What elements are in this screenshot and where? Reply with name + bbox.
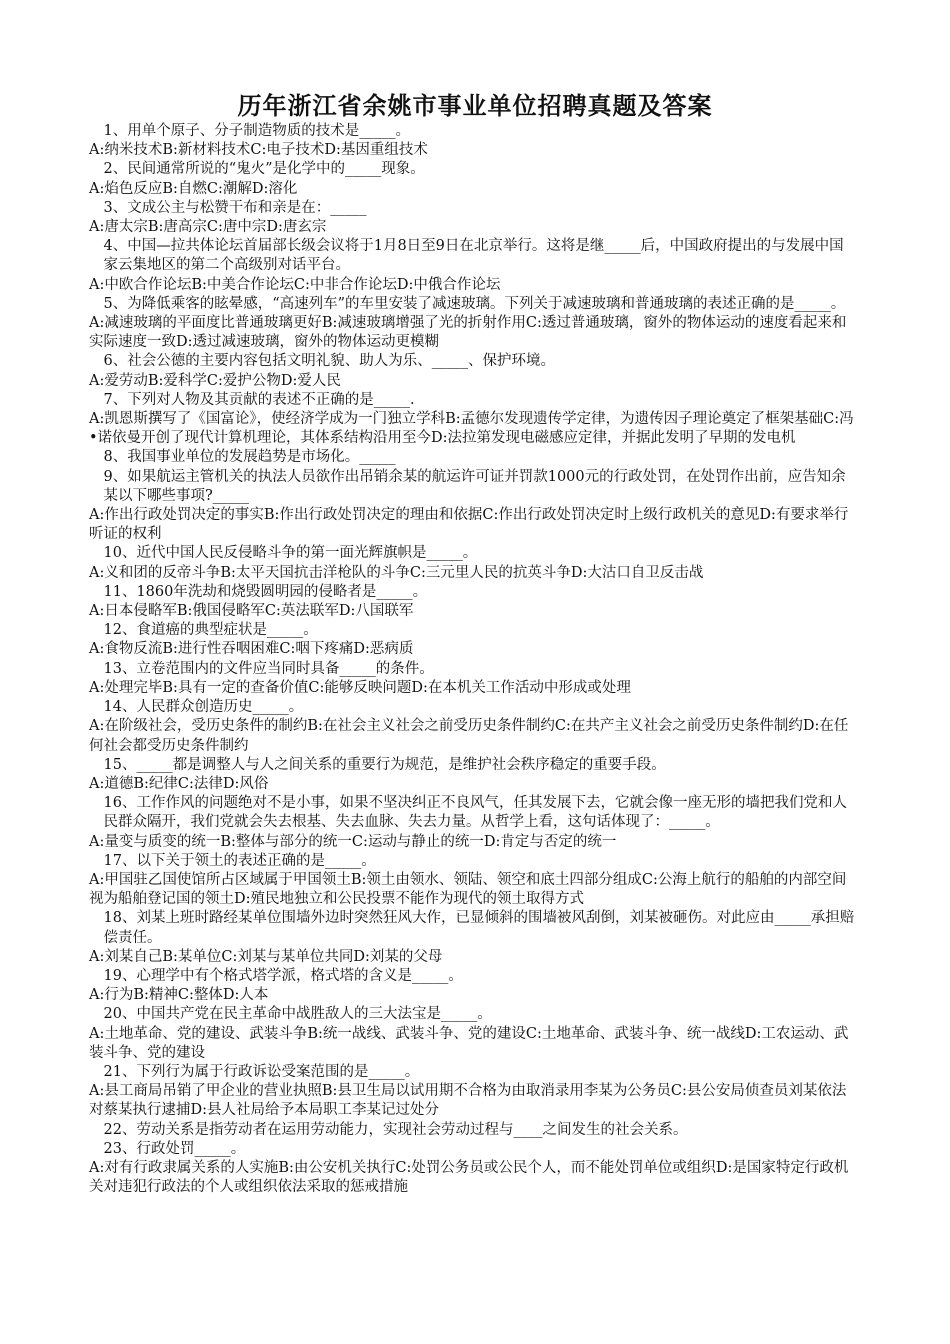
question-text: 16、工作作风的问题绝对不是小事，如果不坚决纠正不良风气，任其发展下去，它就会像一座无形的墙把我们党和人民群众隔开，我们党就会失去根基、失去血脉、失去力量。从哲学上看，这句话体现了：_____。 — [103, 795, 847, 831]
question-text: 14、人民群众创造历史_____。 — [103, 699, 304, 716]
answer-options: A:食物反流B:进行性吞咽困难C:咽下疼痛D:恶病质 — [89, 641, 414, 658]
answer-options: A:对有行政隶属关系的人实施B:由公安机关执行C:处罚公务员或公民个人，而不能处罚单位或组织D:是国家特定行政机关对违犯行政法的个人或组织依法采取的惩戒措施 — [89, 1159, 849, 1196]
question-text: 2、民间通常所说的“鬼火”是化学中的_____现象。 — [103, 161, 425, 178]
answer-options: A:义和团的反帝斗争B:太平天国抗击洋枪队的斗争C:三元里人民的抗英斗争D:大沽口自卫反击战 — [89, 564, 704, 581]
answer-options: A:处理完毕B:具有一定的查备价值C:能够反映问题D:在本机关工作活动中形成或处理 — [89, 679, 631, 696]
question-text: 1、用单个原子、分子制造物质的技术是_____。 — [103, 123, 410, 139]
question-text: 8、我国事业单位的发展趋势是市场化。_____ — [103, 449, 396, 466]
question-text: 21、下列行为属于行政诉讼受案范围的是_____。 — [103, 1063, 420, 1080]
answer-options: A:刘某自己B:某单位C:刘某与某单位共同D:刘某的父母 — [89, 948, 443, 965]
answer-options: A:日本侵略军B:俄国侵略军C:英法联军D:八国联军 — [89, 603, 414, 620]
question-text: 19、心理学中有个格式塔学派，格式塔的含义是_____。 — [103, 967, 463, 984]
question-text: 6、社会公德的主要内容包括文明礼貌、助人为乐、_____、保护环境。 — [103, 353, 555, 370]
answer-options: A:减速玻璃的平面度比普通玻璃更好B:减速玻璃增强了光的折射作用C:透过普通玻璃，窗外的物体运动的速度看起来和实际速度一致D:透过减速玻璃，窗外的物体运动更模糊 — [89, 315, 847, 351]
question-text: 18、刘某上班时路经某单位围墙外边时突然狂风大作，已显倾斜的围墙被风刮倒，刘某被砸伤。对此应由_____承担赔偿责任。 — [103, 910, 855, 946]
answer-options: A:纳米技术B:新材料技术C:电子技术D:基因重组技术 — [89, 142, 428, 159]
question-text: 23、行政处罚_____。 — [103, 1140, 246, 1157]
answer-options: A:土地革命、党的建设、武装斗争B:统一战线、武装斗争、党的建设C:土地革命、武装斗争、统一战线D:工农运动、武装斗争、党的建设 — [89, 1025, 849, 1061]
question-text: 4、中国—拉共体论坛首届部长级会议将于1月8日至9日在北京举行。这将是继_____后，中国政府提出的与发展中国家云集地区的第二个高级别对话平台。 — [103, 238, 844, 274]
question-text: 15、_____都是调整人与人之间关系的重要行为规范，是维护社会秩序稳定的重要手段。 — [103, 756, 666, 773]
question-text: 10、近代中国人民反侵略斗争的第一面光辉旗帜是_____。 — [103, 545, 478, 562]
question-text: 20、中国共产党在民主革命中战胜敌人的三大法宝是_____。 — [103, 1006, 492, 1023]
question-text: 7、下列对人物及其贡献的表述不正确的是_____. — [103, 391, 415, 408]
answer-options: A:量变与质变的统一B:整体与部分的统一C:运动与静止的统一D:肯定与否定的统一 — [89, 833, 617, 850]
answer-options: A:在阶级社会，受历史条件的制约B:在社会主义社会之前受历史条件制约C:在共产主义社会之前受历史条件制约D:在任何社会都受历史条件制约 — [89, 718, 849, 754]
answer-options: A:道德B:纪律C:法律D:风俗 — [89, 775, 269, 792]
question-text: 9、如果航运主管机关的执法人员欲作出吊销余某的航运许可证并罚款1000元的行政处罚，在处罚作出前，应告知余某以下哪些事项?_____ — [103, 468, 846, 504]
question-list — [89, 122, 857, 1197]
answer-options: A:焰色反应B:自燃C:潮解D:溶化 — [89, 180, 298, 197]
document-title: 历年浙江省余姚市事业单位招聘真题及答案 — [237, 92, 713, 120]
question-text: 11、1860年洗劫和烧毁圆明园的侵略者是_____。 — [103, 583, 428, 600]
answer-options: A:唐太宗B:唐高宗C:唐中宗D:唐玄宗 — [89, 219, 327, 236]
answer-options: A:爱劳动B:爱科学C:爱护公物D:爱人民 — [89, 372, 341, 389]
question-text: 12、食道癌的典型症状是_____。 — [103, 622, 318, 639]
question-text: 17、以下关于领土的表述正确的是_____。 — [103, 852, 376, 869]
answer-options: A:中欧合作论坛B:中美合作论坛C:中非合作论坛D:中俄合作论坛 — [89, 276, 501, 293]
question-text: 22、劳动关系是指劳动者在运用劳动能力，实现社会劳动过程与____之间发生的社会关系。 — [103, 1121, 688, 1138]
answer-options: A:作出行政处罚决定的事实B:作出行政处罚决定的理由和依据C:作出行政处罚决定时上级行政机关的意见D:有要求举行听证的权利 — [89, 507, 849, 543]
question-text: 5、为降低乘客的眩晕感，“高速列车”的车里安装了减速玻璃。下列关于减速玻璃和普通玻璃的表述正确的是_____。 — [103, 295, 846, 312]
question-text: 13、立卷范围内的文件应当同时具备_____的条件。 — [103, 660, 434, 677]
answer-options: A:行为B:精神C:整体D:人本 — [89, 987, 269, 1004]
answer-options: A:县工商局吊销了甲企业的营业执照B:县卫生局以试用期不合格为由取消录用李某为公务员C:县公安局侦查员刘某依法对蔡某执行逮捕D:县人社局给予本局职工李某记过处分 — [89, 1083, 847, 1119]
answer-options: A:凯恩斯撰写了《国富论》，使经济学成为一门独立学科B:孟德尔发现遗传学定律，为遗传因子理论奠定了框架基础C:冯•诺依曼开创了现代计算机理论，其体系结构沿用至今D:法拉第发现电磁感应定律，并据此发明了早期的发电机 — [89, 411, 854, 447]
question-text: 3、文成公主与松赞干布和亲是在：_____ — [103, 199, 367, 216]
answer-options: A:甲国驻乙国使馆所占区域属于甲国领土B:领土由领水、领陆、领空和底土四部分组成C:公海上航行的船舶的内部空间视为船舶登记国的领土D:殖民地独立和公民投票不能作为现代的领土取得方式 — [89, 871, 847, 908]
